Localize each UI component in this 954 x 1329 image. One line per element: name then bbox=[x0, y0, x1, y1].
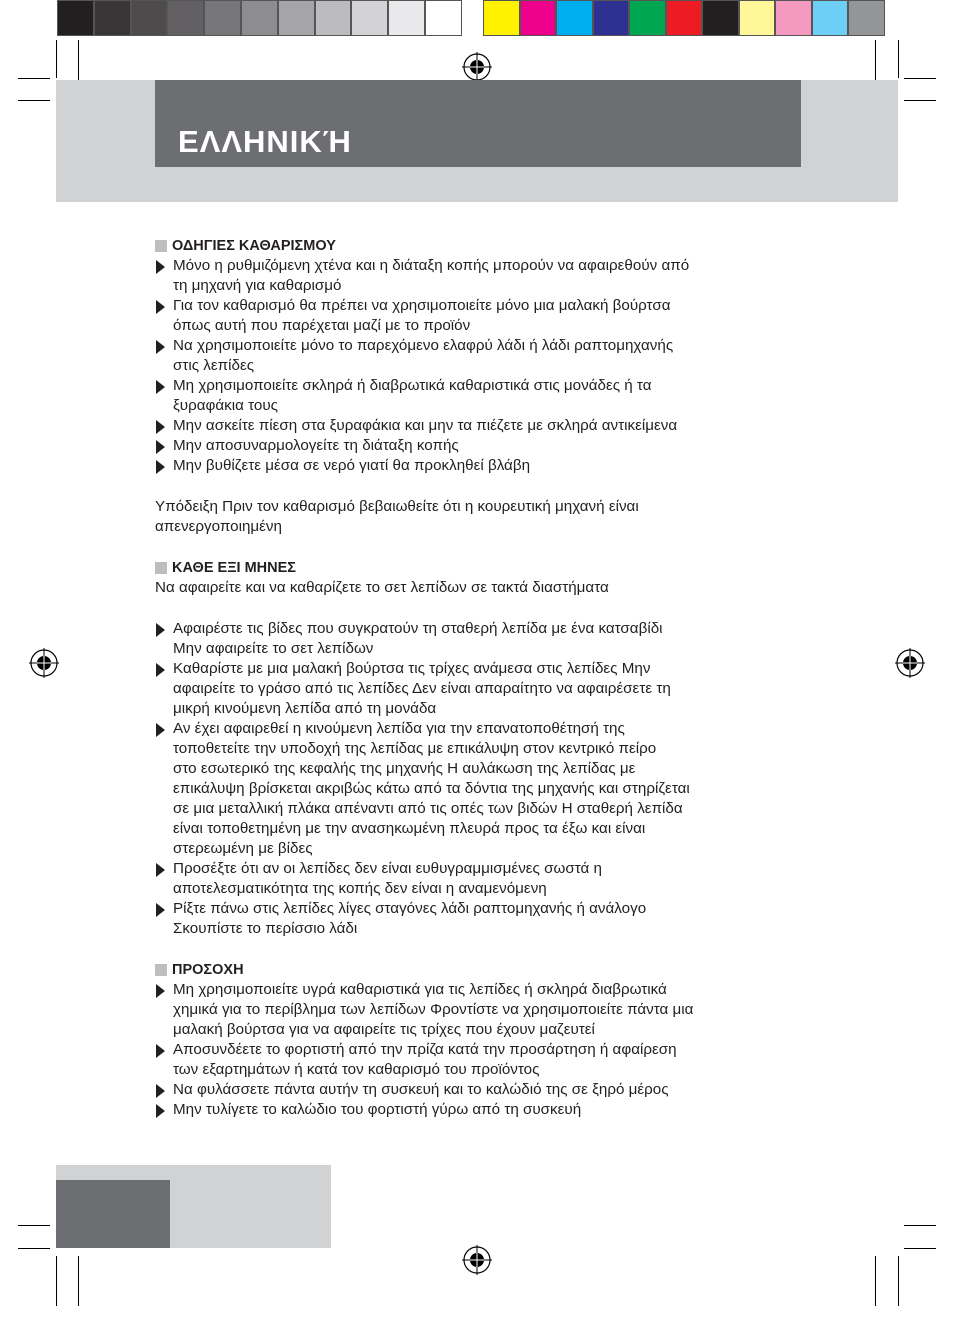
crop-mark bbox=[56, 1256, 57, 1306]
list-item-line: Να χρησιμοποιείτε μόνο το παρεχόμενο ελαφρύ λάδι ή λάδι ραπτομηχανής bbox=[173, 337, 674, 354]
triangle-bullet-icon bbox=[156, 300, 165, 314]
list-item-line: Καθαρίστε με μια μαλακή βούρτσα τις τρίχες ανάμεσα στις λεπίδες Μην bbox=[173, 660, 651, 677]
list-item-line: αποτελεσματικότητα της κοπής δεν είναι η αναμενόμενη bbox=[173, 880, 547, 897]
calibration-swatch bbox=[556, 0, 593, 36]
calibration-swatch bbox=[629, 0, 666, 36]
calibration-swatch bbox=[241, 0, 278, 36]
calibration-swatch bbox=[57, 0, 94, 36]
triangle-bullet-icon bbox=[156, 1084, 165, 1098]
calibration-swatch bbox=[278, 0, 315, 36]
registration-mark-icon bbox=[29, 648, 59, 678]
six-months-intro: Να αφαιρείτε και να καθαρίζετε το σετ λεπίδων σε τακτά διαστήματα bbox=[155, 579, 609, 596]
list-item-line: μαλακή βούρτσα για να αφαιρείτε τις τρίχες που έχουν μαζευτεί bbox=[173, 1021, 595, 1038]
registration-mark-icon bbox=[462, 52, 492, 82]
calibration-swatch bbox=[483, 0, 520, 36]
section-heading-cleaning: ΟΔΗΓΙΕΣ ΚΑΘΑΡΙΣΜΟΥ bbox=[155, 236, 795, 256]
list-item bbox=[155, 719, 795, 859]
triangle-bullet-icon bbox=[156, 440, 165, 454]
six-months-list bbox=[155, 619, 795, 939]
hint-paragraph: Υπόδειξη Πριν τον καθαρισμό βεβαιωθείτε ότι η κουρευτική μηχανή είναι απενεργοποιημένη bbox=[155, 498, 639, 535]
calibration-swatch bbox=[593, 0, 630, 36]
crop-mark bbox=[904, 1225, 936, 1226]
list-item bbox=[155, 619, 795, 659]
triangle-bullet-icon bbox=[156, 1044, 165, 1058]
calibration-swatch bbox=[351, 0, 388, 36]
crop-mark bbox=[875, 1256, 876, 1306]
list-item bbox=[155, 376, 795, 416]
section-heading-six-months: ΚΑΘΕ ΕΞΙ ΜΗΝΕΣ bbox=[155, 558, 795, 578]
list-item-line: Αν έχει αφαιρεθεί η κινούμενη λεπίδα για την επανατοποθέτησή της bbox=[173, 720, 625, 737]
crop-mark bbox=[18, 1248, 50, 1249]
triangle-bullet-icon bbox=[156, 723, 165, 737]
list-item-line: των εξαρτημάτων ή κατά τον καθαρισμό του προϊόντος bbox=[173, 1061, 540, 1078]
list-item-line: αφαιρείτε το γράσο από τις λεπίδες Δεν είναι απαραίτητο να αφαιρέσετε τη bbox=[173, 680, 671, 697]
list-item-line: χημικά για το περίβλημα των λεπίδων Φροντίστε να χρησιμοποιείτε πάντα μια bbox=[173, 1001, 694, 1018]
caution-list bbox=[155, 980, 795, 1120]
calibration-swatch bbox=[666, 0, 703, 36]
calibration-swatch bbox=[315, 0, 352, 36]
list-item-line: στερεωμένη με βίδες bbox=[173, 840, 313, 857]
calibration-swatch bbox=[167, 0, 204, 36]
crop-mark bbox=[904, 78, 936, 79]
list-item bbox=[155, 1040, 795, 1080]
document-body bbox=[155, 236, 795, 1120]
calibration-swatch bbox=[204, 0, 241, 36]
triangle-bullet-icon bbox=[156, 260, 165, 274]
list-item-line: τη μηχανή για καθαρισμό bbox=[173, 277, 342, 294]
list-item-line: Για τον καθαρισμό θα πρέπει να χρησιμοποιείτε μόνο μια μαλακή βούρτσα bbox=[173, 297, 671, 314]
triangle-bullet-icon bbox=[156, 863, 165, 877]
calibration-swatch bbox=[520, 0, 557, 36]
crop-mark bbox=[18, 78, 50, 79]
list-item-line: επικάλυψη βρίσκεται ακριβώς κάτω από τα δόντια της μηχανής και στηρίζεται bbox=[173, 780, 690, 797]
list-item bbox=[155, 296, 795, 336]
calibration-swatch bbox=[425, 0, 462, 36]
list-item bbox=[155, 456, 795, 476]
list-item-line: Αφαιρέστε τις βίδες που συγκρατούν τη σταθερή λεπίδα με ένα κατσαβίδι bbox=[173, 620, 663, 637]
triangle-bullet-icon bbox=[156, 380, 165, 394]
triangle-bullet-icon bbox=[156, 420, 165, 434]
list-item-line: Ρίξτε πάνω στις λεπίδες λίγες σταγόνες λάδι ραπτομηχανής ή ανάλογο bbox=[173, 900, 647, 917]
list-item-line: Μην τυλίγετε το καλώδιο του φορτιστή γύρω από τη συσκευή bbox=[173, 1101, 582, 1118]
registration-mark-icon bbox=[895, 648, 925, 678]
calibration-swatch bbox=[775, 0, 812, 36]
list-item-line: Μην ασκείτε πίεση στα ξυραφάκια και μην τα πιέζετε με σκληρά αντικείμενα bbox=[173, 417, 678, 434]
triangle-bullet-icon bbox=[156, 663, 165, 677]
registration-mark-icon bbox=[462, 1245, 492, 1275]
gray-square-icon bbox=[155, 964, 167, 976]
gray-square-icon bbox=[155, 240, 167, 252]
list-item-line: Μην αποσυναρμολογείτε τη διάταξη κοπής bbox=[173, 437, 459, 454]
color-calibration-strip bbox=[483, 0, 885, 40]
calibration-swatch bbox=[388, 0, 425, 36]
triangle-bullet-icon bbox=[156, 340, 165, 354]
gray-calibration-strip bbox=[57, 0, 462, 40]
list-item-line: τοποθετείτε την υποδοχή της λεπίδας με επικάλυψη στον κεντρικό πείρο bbox=[173, 740, 657, 757]
list-item-line: Μην βυθίζετε μέσα σε νερό γιατί θα προκληθεί βλάβη bbox=[173, 457, 531, 474]
triangle-bullet-icon bbox=[156, 460, 165, 474]
crop-mark bbox=[56, 40, 57, 78]
triangle-bullet-icon bbox=[156, 984, 165, 998]
crop-mark bbox=[898, 40, 899, 78]
calibration-swatch bbox=[131, 0, 168, 36]
list-item-line: σε μια μεταλλική πλάκα απέναντι από τις οπές των βιδών Η σταθερή λεπίδα bbox=[173, 800, 683, 817]
crop-mark bbox=[904, 100, 936, 101]
calibration-swatch bbox=[739, 0, 776, 36]
page-title: ΕΛΛΗΝΙΚΉ bbox=[178, 124, 352, 159]
list-item-line: Μόνο η ρυθμιζόμενη χτένα και η διάταξη κοπής μπορούν να αφαιρεθούν από bbox=[173, 257, 690, 274]
crop-mark bbox=[904, 1248, 936, 1249]
list-item bbox=[155, 659, 795, 719]
crop-mark bbox=[18, 100, 50, 101]
calibration-swatch bbox=[702, 0, 739, 36]
list-item-line: ξυραφάκια τους bbox=[173, 397, 278, 414]
list-item-line: όπως αυτή που παρέχεται μαζί με το προϊόν bbox=[173, 317, 471, 334]
list-item-line: στο εσωτερικό της κεφαλής της μηχανής Η αυλάκωση της λεπίδας με bbox=[173, 760, 636, 777]
list-item bbox=[155, 336, 795, 376]
list-item-line: είναι τοποθετημένη με την ανασηκωμένη πλευρά προς τα έξω και είναι bbox=[173, 820, 646, 837]
list-item bbox=[155, 416, 795, 436]
list-item bbox=[155, 1080, 795, 1100]
section-heading-caution: ΠΡΟΣΟΧΗ bbox=[155, 960, 795, 980]
list-item-line: στις λεπίδες bbox=[173, 357, 255, 374]
list-item-line: Μη χρησιμοποιείτε σκληρά ή διαβρωτικά καθαριστικά στις μονάδες ή τα bbox=[173, 377, 652, 394]
list-item-line: Αποσυνδέετε το φορτιστή από την πρίζα κατά την προσάρτηση ή αφαίρεση bbox=[173, 1041, 677, 1058]
list-item-line: μικρή κινούμενη λεπίδα από τη μονάδα bbox=[173, 700, 437, 717]
list-item bbox=[155, 859, 795, 899]
list-item-line: Σκουπίστε το περίσσιο λάδι bbox=[173, 920, 358, 937]
triangle-bullet-icon bbox=[156, 903, 165, 917]
list-item-line: Να φυλάσσετε πάντα αυτήν τη συσκευή και το καλώδιό της σε ξηρό μέρος bbox=[173, 1081, 669, 1098]
crop-mark bbox=[898, 1256, 899, 1306]
list-item bbox=[155, 1100, 795, 1120]
list-item bbox=[155, 980, 795, 1040]
calibration-swatch bbox=[94, 0, 131, 36]
calibration-swatch bbox=[812, 0, 849, 36]
calibration-swatch bbox=[848, 0, 885, 36]
list-item bbox=[155, 436, 795, 456]
crop-mark bbox=[78, 1256, 79, 1306]
list-item bbox=[155, 899, 795, 939]
cleaning-list bbox=[155, 256, 795, 476]
gray-square-icon bbox=[155, 562, 167, 574]
triangle-bullet-icon bbox=[156, 623, 165, 637]
list-item bbox=[155, 256, 795, 296]
crop-mark bbox=[18, 1225, 50, 1226]
triangle-bullet-icon bbox=[156, 1104, 165, 1118]
list-item-line: Μην αφαιρείτε το σετ λεπίδων bbox=[173, 640, 374, 657]
list-item-line: Προσέξτε ότι αν οι λεπίδες δεν είναι ευθυγραμμισμένες σωστά η bbox=[173, 860, 602, 877]
list-item-line: Μη χρησιμοποιείτε υγρά καθαριστικά για τις λεπίδες ή σκληρά διαβρωτικά bbox=[173, 981, 667, 998]
footer-box bbox=[56, 1180, 170, 1248]
